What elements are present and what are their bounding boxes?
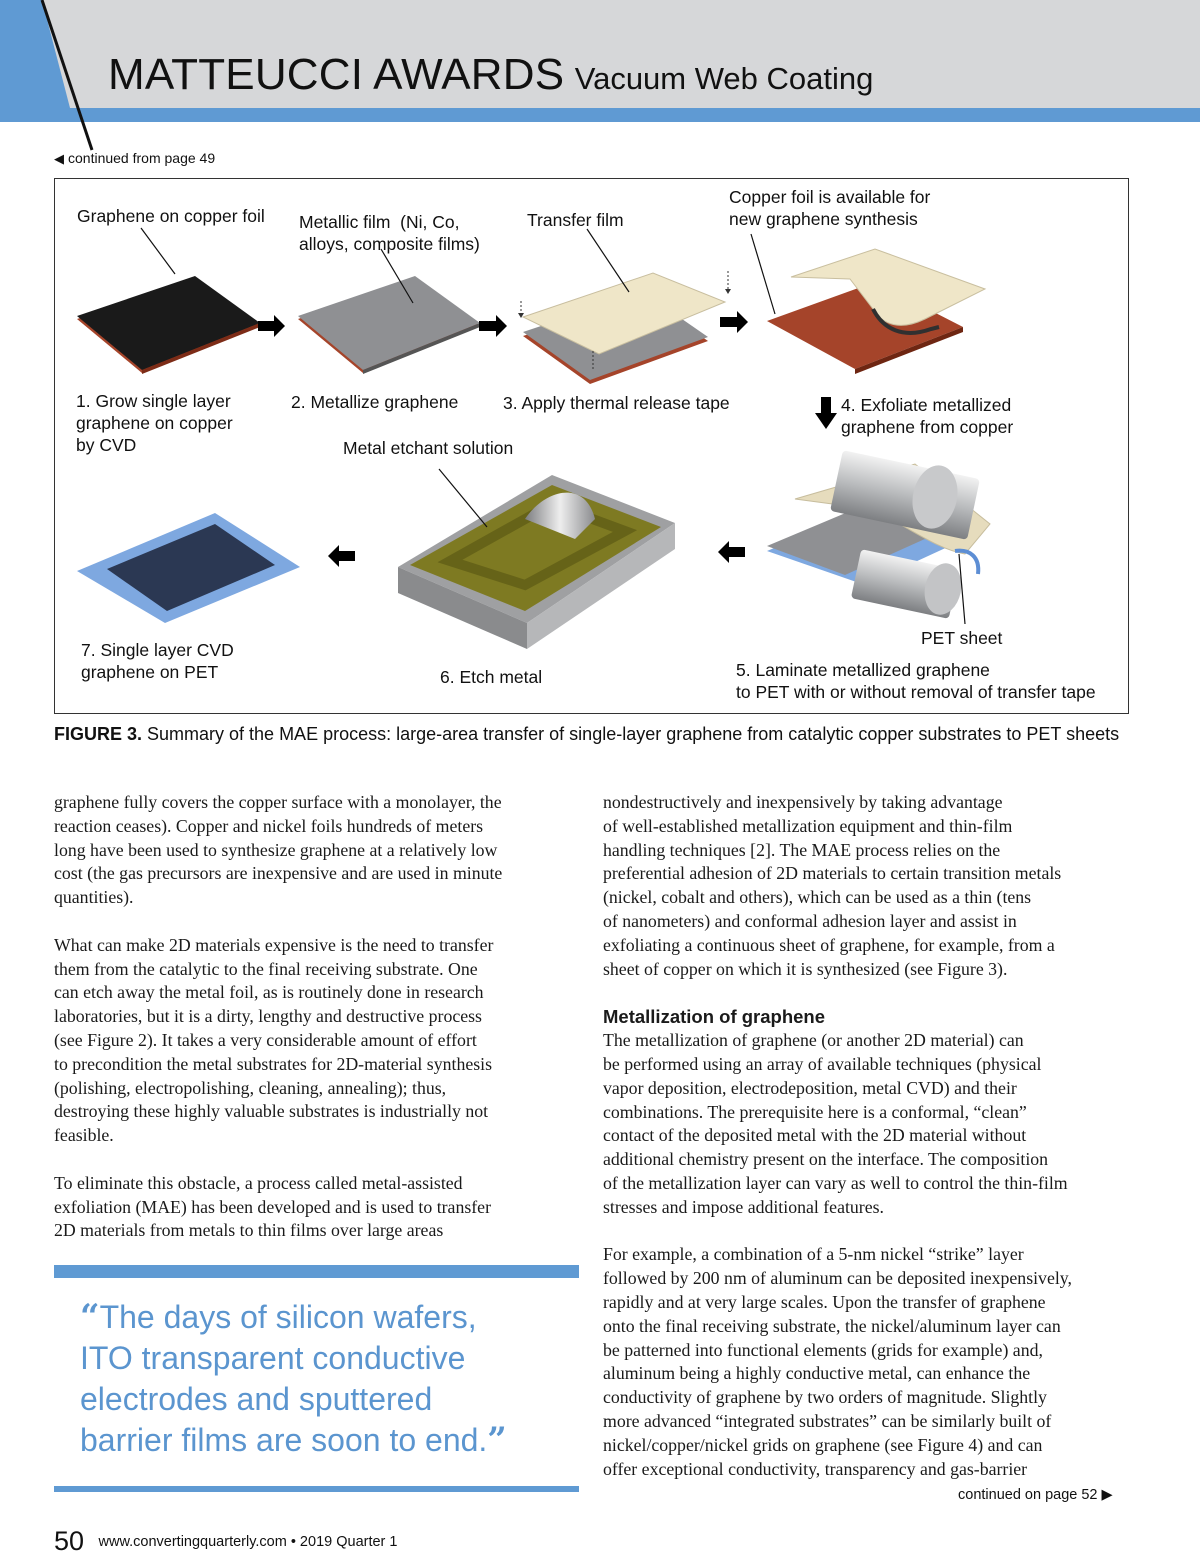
section-heading: Metallization of graphene <box>603 1006 826 1028</box>
paragraph: To eliminate this obstacle, a process called metal-assisted exfoliation (MAE) has been developed and is used to transfer 2D materials from metals to thin films over large areas <box>54 1172 491 1241</box>
label-etchant: Metal etchant solution <box>343 438 514 458</box>
header-slash-line <box>0 0 100 160</box>
metallized-graphene-sheet <box>298 276 480 374</box>
label-step2: 2. Metallize graphene <box>291 392 459 412</box>
label-copper-available: Copper foil is available for new graphene synthesis <box>729 187 931 229</box>
transfer-tape-stack <box>518 271 731 384</box>
right-triangle-icon: ▶ <box>1101 1487 1113 1503</box>
figure-caption <box>54 722 1144 746</box>
page-number: 50 <box>54 1526 85 1556</box>
close-quote-icon: ” <box>487 1420 507 1460</box>
left-arrow-icon <box>718 541 745 563</box>
caption-label: FIGURE 3. <box>54 724 143 744</box>
right-arrow-icon <box>258 315 285 337</box>
lamination-rollers <box>767 450 990 619</box>
down-arrow-icon <box>815 397 837 429</box>
figure-3 <box>54 178 1129 714</box>
continued-from-note <box>54 150 215 167</box>
paragraph: What can make 2D materials expensive is the need to transfer them from the catalytic to the final receiving substrate. One can etch away the metal foil, as is routinely done in research laboratories, but it is a dirty, lengthy and destructive process (see Figure 2). It takes a very considerable amount of effort to precondition the metal substrates for 2D-material synthesis (polishing, electropolishing, cleaning, annealing); thus, destroying these highly valuable substrates is industrially not feasible. <box>54 934 494 1146</box>
pull-quote-rule-top <box>54 1265 579 1278</box>
continued-on-note <box>958 1487 1113 1503</box>
label-step1: 1. Grow single layer graphene on copper by CVD <box>76 391 233 455</box>
continued-on-text: continued on page 52 <box>958 1487 1098 1503</box>
pull-quote <box>80 1297 580 1461</box>
section-subtitle: Vacuum Web Coating <box>574 61 874 96</box>
left-triangle-icon: ◀ <box>54 151 64 166</box>
graphene-on-pet-sheet <box>77 513 300 623</box>
right-arrow-icon <box>720 311 748 333</box>
right-arrow-icon <box>479 315 507 337</box>
page-header <box>0 0 1200 108</box>
label-step6: 6. Etch metal <box>440 667 543 687</box>
pull-quote-text: The days of silicon wafers, ITO transparent conductive electrodes and sputtered barrier films are soon to end. <box>80 1299 488 1458</box>
label-transfer-film: Transfer film <box>527 210 624 230</box>
paragraph: For example, a combination of a 5-nm nickel “strike” layer followed by 200 nm of aluminum can be deposited inexpensively, rapidly and at very large scales. Upon the transfer of graphene onto the final receiving substrate, the nickel/aluminum layer can be patterned into functional elements (grids for example) and, aluminum being a highly conductive metal, can enhance the conductivity of graphene by two orders of magnitude. Slightly more advanced “integrated substrates” can be similarly built of nickel/copper/nickel grids on graphene (see Figure 4) and can offer exceptional conductivity, transparency and gas-barrier <box>603 1244 1072 1479</box>
label-pet-sheet: PET sheet <box>921 628 1003 648</box>
left-arrow-icon <box>328 545 355 567</box>
paragraph: The metallization of graphene (or another 2D material) can be performed using an array of available techniques (physical vapor deposition, electrodeposition, metal CVD) and their combinations. The prerequisite here is a conformal, “clean” contact of the deposited metal with the 2D material without additional chemistry present on the interface. The composition of the metallization layer can vary as well to control the thin-film stresses and impose additional features. <box>603 1030 1068 1217</box>
page-footer <box>54 1526 397 1557</box>
exfoliation-copper-foil <box>767 249 985 374</box>
paragraph: nondestructively and inexpensively by taking advantage of well-established metallization equipment and thin-film handling techniques [2]. The MAE process relies on the preferential adhesion of 2D materials to certain transition metals (nickel, cobalt and others), which can be used as a thin (tens of nanometers) and conformal adhesion layer and assist in exfoliating a continuous sheet of graphene, for example, from a sheet of copper on which it is synthesized (see Figure 3). <box>603 792 1062 979</box>
open-quote-icon: “ <box>80 1297 100 1337</box>
continued-from-text: continued from page 49 <box>68 150 216 166</box>
label-graphene-on-copper: Graphene on copper foil <box>77 206 265 226</box>
section-title: MATTEUCCI AWARDS <box>108 50 565 99</box>
label-step7: 7. Single layer CVD graphene on PET <box>81 640 234 682</box>
footer-text: www.convertingquarterly.com • 2019 Quarter 1 <box>98 1533 398 1550</box>
label-metallic-film: Metallic film (Ni, Co, alloys, composite films) <box>299 212 480 254</box>
label-step5: 5. Laminate metallized graphene to PET with or without removal of transfer tape <box>736 660 1096 702</box>
etch-tray <box>398 475 675 649</box>
copper-graphene-sheet <box>77 276 260 374</box>
header-title <box>108 50 873 100</box>
caption-text: Summary of the MAE process: large-area transfer of single-layer graphene from catalytic copper substrates to PET sheets <box>142 724 1120 744</box>
body-column-right <box>603 791 1143 1505</box>
header-bar <box>0 108 1200 122</box>
label-step3: 3. Apply thermal release tape <box>503 393 730 413</box>
body-column-left <box>54 791 574 1267</box>
label-step4: 4. Exfoliate metallized graphene from copper <box>841 395 1014 437</box>
pull-quote-rule-bottom <box>54 1486 579 1492</box>
paragraph: graphene fully covers the copper surface with a monolayer, the reaction ceases). Copper and nickel foils hundreds of meters long have been used to synthesize graphene at a relatively low cost (the gas precursors are inexpensive and are used in minute quantities). <box>54 792 503 908</box>
